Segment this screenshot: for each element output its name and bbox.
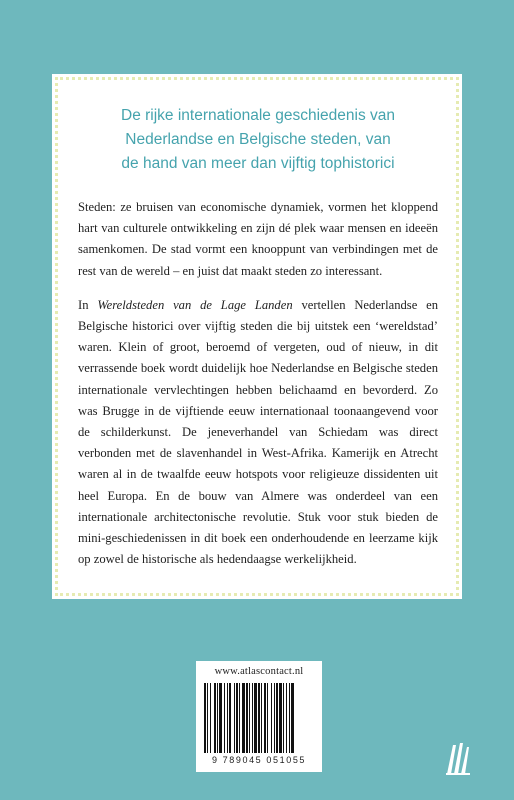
isbn-number: 9 789045 051055 (211, 755, 307, 765)
blurb-paragraph-2 (78, 295, 438, 571)
intro-heading (70, 104, 446, 176)
barcode-box (196, 661, 322, 772)
publisher-url: www.atlascontact.nl (214, 666, 304, 677)
blurb-paragraph-1: Steden: ze bruisen van economische dynamiek, vormen het kloppend hart van culturele ontwikkeling en zijn dé plek waar mensen en ideeën samenkomen. De stad vormt een knooppunt van verbindingen met de rest van de wereld – en juist dat maakt steden zo interessant. (78, 200, 438, 278)
publisher-logo-icon (446, 741, 470, 775)
paragraph-2-lead: In (78, 297, 98, 312)
blurb-body (78, 197, 438, 583)
barcode-icon (204, 683, 315, 753)
intro-line-3: de hand van meer dan vijftig tophistorici (121, 155, 395, 172)
book-title: Wereldsteden van de Lage Landen (97, 297, 293, 312)
intro-line-1: De rijke internationale geschiedenis van (121, 107, 395, 124)
paragraph-2-text: vertellen Nederlandse en Belgische historici over vijftig steden die bij uitstek een ‘wereldstad’ waren. Klein of groot, beroemd of vergeten, oud of nieuw, in dit verrassende boek wordt duidelijk hoe Nederlandse en Belgische steden internationale vervlechtingen hebben belichaamd en bevorderd. Zo was Brugge in de vijftiende eeuw internationaal toonaangevend voor de schilderkunst. De jeneverhandel van Schiedam was direct verbonden met de slavenhandel in West-Afrika. Kamerijk en Atrecht waren al in de twaalfde eeuw hotspots voor religieuze dissidenten uit heel Europa. En de bouw van Almere was onderdeel van een internationale architectonische revolutie. Stuk voor stuk bieden de mini-geschiedenissen in dit boek een onderhoudende en leerzame kijk op zowel de historische als hedendaagse werkelijkheid. (78, 297, 438, 567)
intro-line-2: Nederlandse en Belgische steden, van (125, 131, 391, 148)
